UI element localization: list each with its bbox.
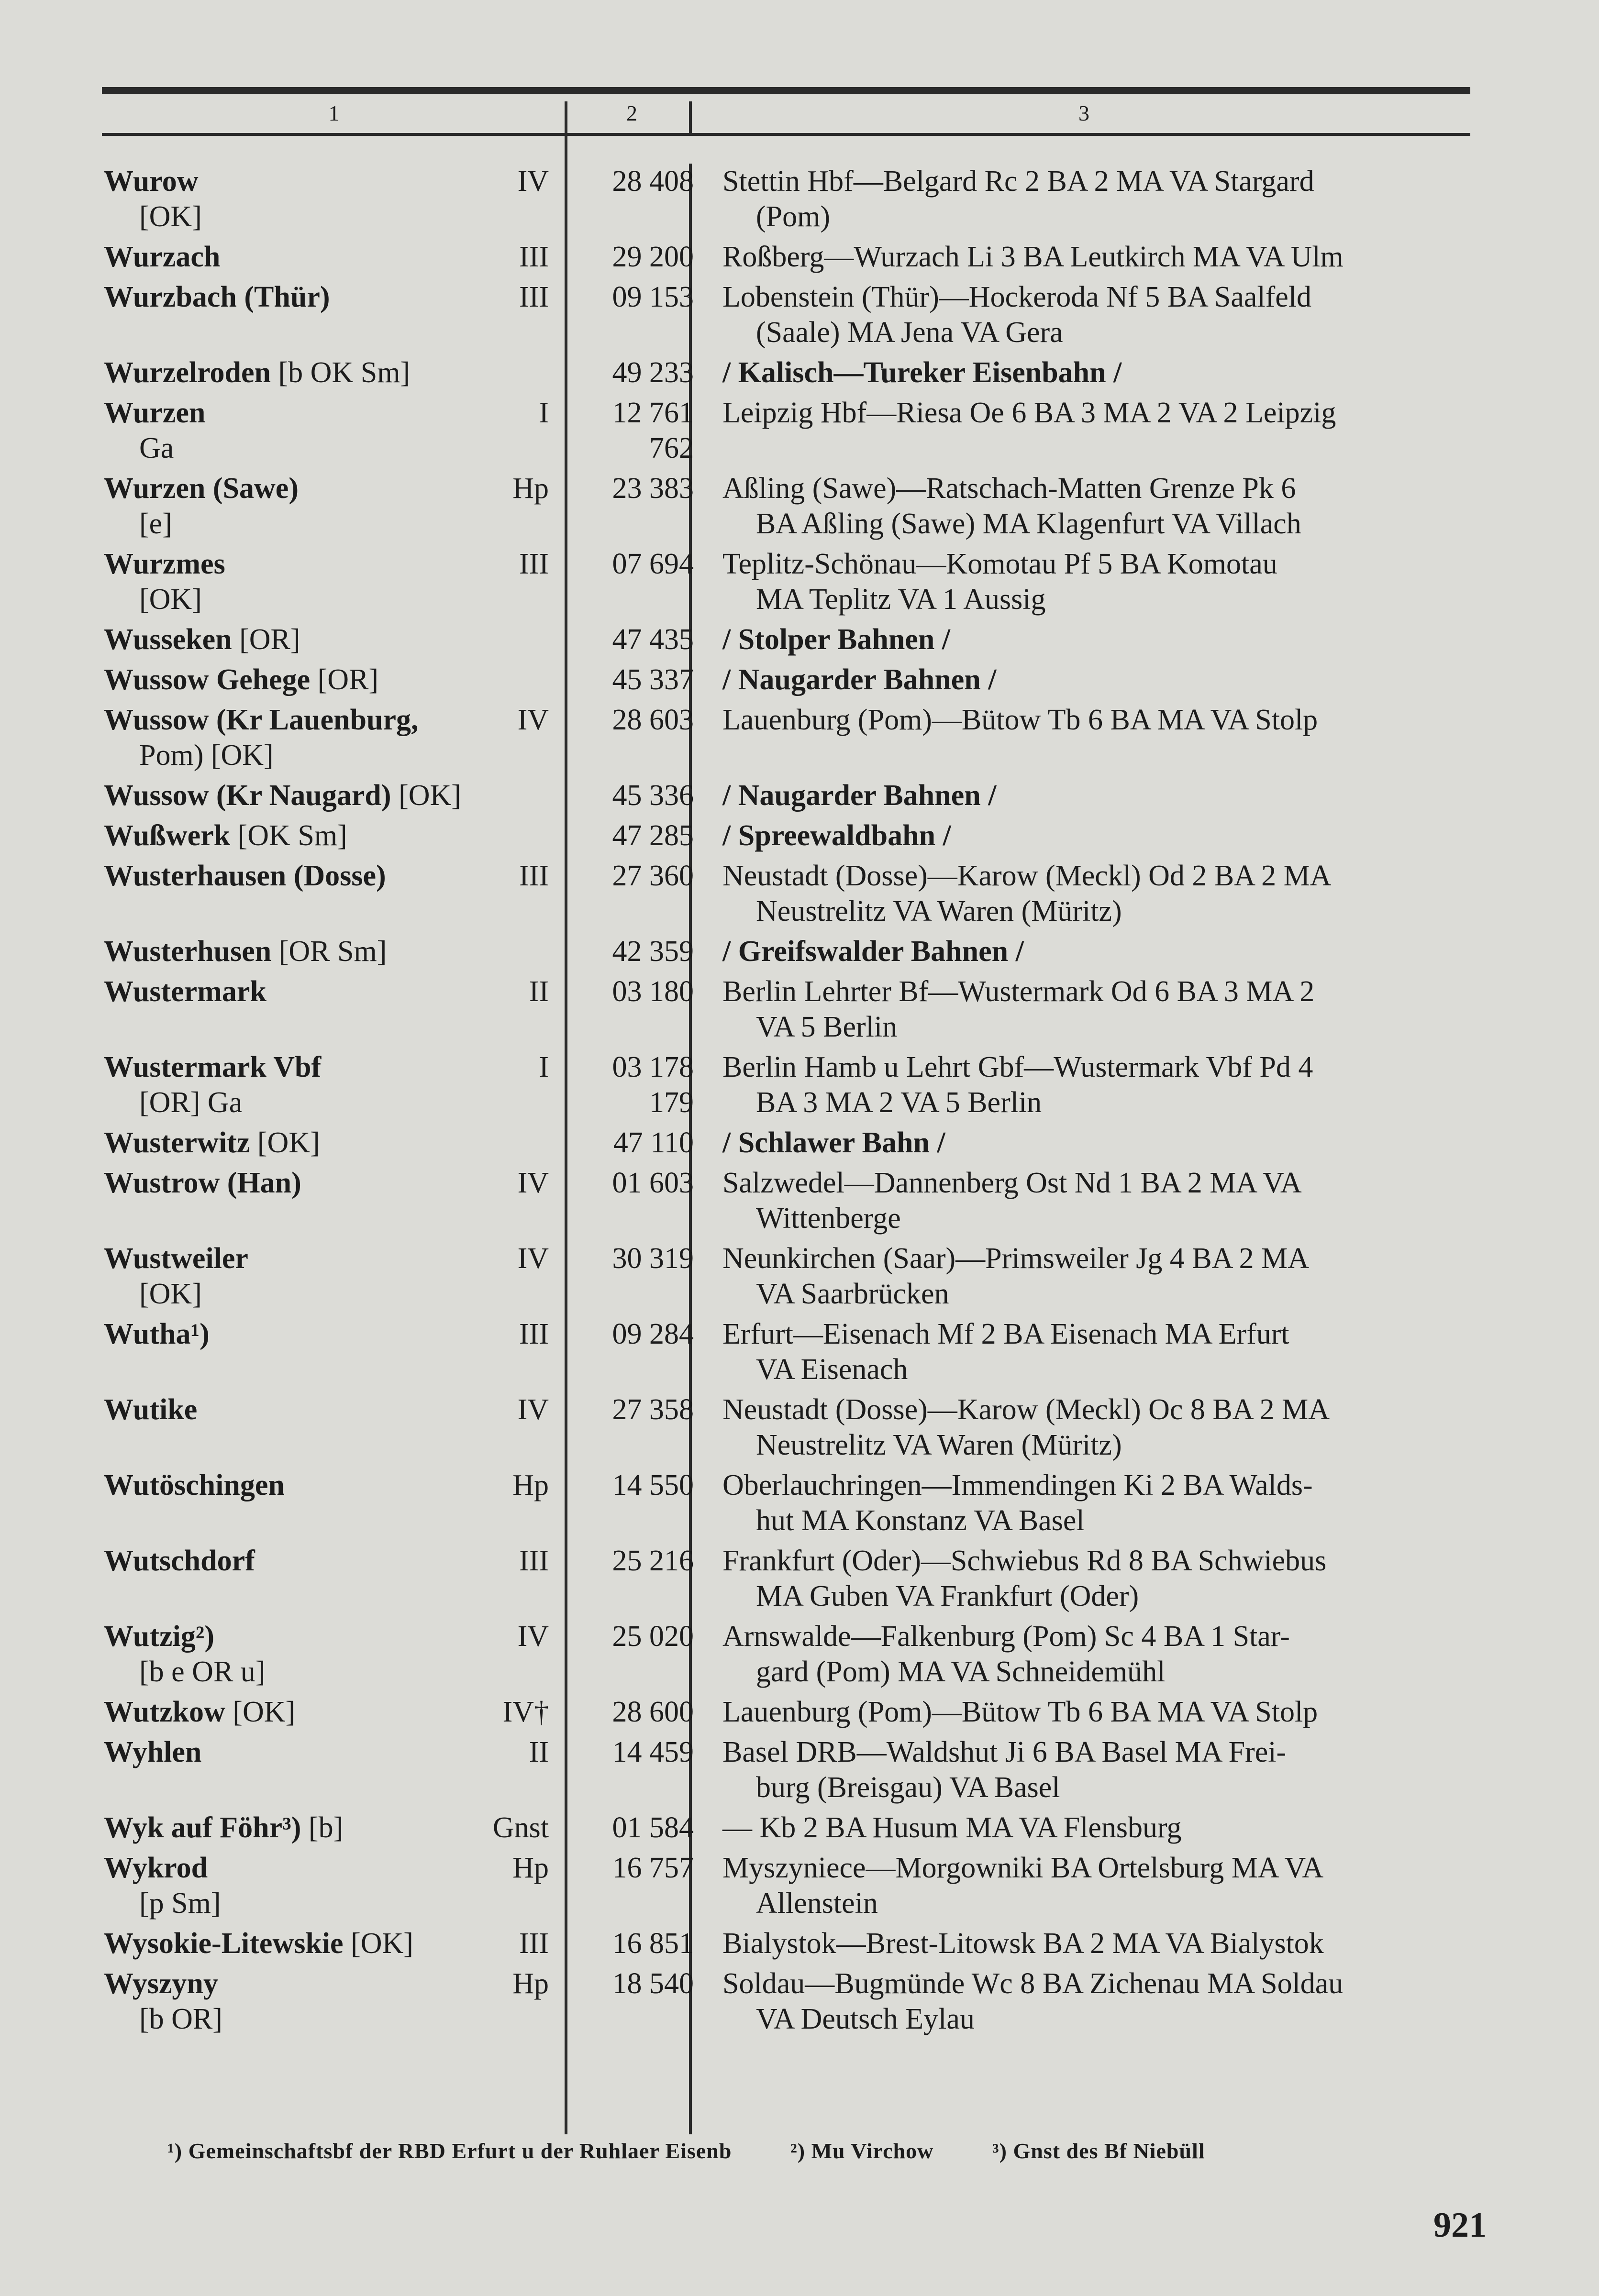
station-number-cell — [566, 279, 698, 350]
station-number: 45 336 — [612, 779, 694, 812]
timetable-frame — [102, 87, 1470, 2134]
route-cell — [698, 1966, 1470, 2037]
station-name: Wurzen (Sawe) — [104, 472, 299, 505]
table-row — [102, 1392, 1470, 1463]
route-cell — [698, 858, 1470, 929]
route-line: / Naugarder Bahnen / — [722, 663, 997, 696]
route-cell — [698, 778, 1470, 813]
table-row — [102, 471, 1470, 541]
station-number: 28 603 — [612, 704, 694, 736]
station-name: Wyk auf Föhr³) — [104, 1811, 301, 1844]
table-row — [102, 622, 1470, 657]
route-line: Frankfurt (Oder)—Schwiebus Rd 8 BA Schwiebus — [722, 1545, 1327, 1577]
station-name: Wutha¹) — [104, 1318, 210, 1350]
station-code: [b OK Sm] — [271, 356, 411, 389]
station-class: IV† — [502, 1696, 549, 1728]
table-row — [102, 1966, 1470, 2037]
station-cell — [102, 546, 566, 617]
route-cell — [698, 355, 1470, 390]
table-row — [102, 239, 1470, 275]
station-number: 762 — [649, 432, 694, 464]
station-cell — [102, 239, 566, 275]
table-row — [102, 1468, 1470, 1538]
route-line: VA 5 Berlin — [756, 1011, 898, 1043]
station-number-cell — [566, 1125, 698, 1160]
route-cell — [698, 164, 1470, 234]
station-cell — [102, 1165, 566, 1236]
table-row — [102, 974, 1470, 1045]
station-name: Wurow — [104, 165, 199, 198]
route-cell — [698, 818, 1470, 853]
top-rule — [102, 87, 1470, 94]
route-cell — [698, 1619, 1470, 1689]
station-class: III — [519, 1318, 549, 1350]
route-line: BA 3 MA 2 VA 5 Berlin — [756, 1086, 1042, 1119]
station-number-cell — [566, 1694, 698, 1730]
route-line: / Stolper Bahnen / — [722, 623, 951, 656]
route-cell — [698, 1049, 1470, 1120]
route-line: / Kalisch—Tureker Eisenbahn / — [722, 356, 1122, 389]
route-line: MA Teplitz VA 1 Aussig — [756, 583, 1046, 616]
route-cell — [698, 1392, 1470, 1463]
station-code: [OR Sm] — [271, 935, 387, 968]
route-line: Roßberg—Wurzach Li 3 BA Leutkirch MA VA Ulm — [722, 241, 1344, 273]
route-line: Salzwedel—Dannenberg Ost Nd 1 BA 2 MA VA — [722, 1167, 1302, 1199]
route-line: Neustadt (Dosse)—Karow (Meckl) Oc 8 BA 2 MA — [722, 1393, 1330, 1426]
route-line: Neustrelitz VA Waren (Müritz) — [756, 1429, 1122, 1461]
station-cell — [102, 1810, 566, 1845]
route-line: Leipzig Hbf—Riesa Oe 6 BA 3 MA 2 VA 2 Leipzig — [722, 397, 1336, 429]
route-cell — [698, 1543, 1470, 1614]
station-class: IV — [517, 165, 549, 198]
station-class: IV — [517, 1393, 549, 1426]
station-cell — [102, 1926, 566, 1961]
route-cell — [698, 1165, 1470, 1236]
table-row — [102, 546, 1470, 617]
station-number-cell — [566, 164, 698, 234]
station-name: Wustermark Vbf — [104, 1051, 322, 1083]
footnote-1: ¹) Gemeinschaftsbf der RBD Erfurt u der Ruhlaer Eisenb — [167, 2139, 732, 2163]
station-cell — [102, 622, 566, 657]
route-cell — [698, 1734, 1470, 1805]
station-subline: [p Sm] — [139, 1887, 221, 1920]
station-name: Wurzbach (Thür) — [104, 281, 330, 313]
table-row — [102, 1694, 1470, 1730]
station-number: 42 359 — [612, 935, 694, 968]
station-number: 23 383 — [612, 472, 694, 505]
column-divider-2-header — [689, 101, 692, 133]
station-number-cell — [566, 1468, 698, 1538]
station-subline: [OK] — [139, 200, 202, 233]
station-number: 49 233 — [612, 356, 694, 389]
station-number: 47 435 — [612, 623, 694, 656]
station-cell — [102, 1850, 566, 1921]
route-line: burg (Breisgau) VA Basel — [756, 1771, 1060, 1804]
table-row — [102, 858, 1470, 929]
station-class: IV — [517, 1620, 549, 1653]
route-line: / Greifswalder Bahnen / — [722, 935, 1024, 968]
table-row — [102, 1734, 1470, 1805]
station-number: 01 603 — [612, 1167, 694, 1199]
station-name: Wysokie-Litewskie — [104, 1927, 344, 1960]
station-name: Wutzkow — [104, 1696, 225, 1728]
column-header-3: 3 — [1078, 101, 1089, 125]
table-row — [102, 355, 1470, 390]
station-number-cell — [566, 1165, 698, 1236]
route-line: Bialystok—Brest-Litowsk BA 2 MA VA Bialystok — [722, 1927, 1324, 1960]
station-code: [OK] — [225, 1696, 296, 1728]
table-row — [102, 1850, 1470, 1921]
station-subline: [e] — [139, 508, 172, 540]
station-number: 03 178 — [612, 1051, 694, 1083]
station-class: Hp — [512, 1469, 549, 1501]
station-cell — [102, 1316, 566, 1387]
route-cell — [698, 1850, 1470, 1921]
station-cell — [102, 818, 566, 853]
station-code: [OK] — [250, 1126, 320, 1159]
station-code: [OR] — [310, 663, 379, 696]
footnotes — [167, 2138, 1258, 2164]
station-number: 09 284 — [612, 1318, 694, 1350]
station-number-cell — [566, 1926, 698, 1961]
table-row — [102, 778, 1470, 813]
station-cell — [102, 778, 566, 813]
station-subline: [OK] — [139, 583, 202, 616]
station-number-cell — [566, 1619, 698, 1689]
table-row — [102, 934, 1470, 969]
station-number-cell — [566, 1850, 698, 1921]
station-cell — [102, 934, 566, 969]
station-cell — [102, 1125, 566, 1160]
column-header-2: 2 — [626, 101, 637, 125]
station-subline: Ga — [139, 432, 174, 464]
station-number-cell — [566, 1966, 698, 2037]
route-cell — [698, 279, 1470, 350]
route-cell — [698, 546, 1470, 617]
station-number: 25 216 — [612, 1545, 694, 1577]
station-class: II — [529, 975, 549, 1008]
station-number-cell — [566, 934, 698, 969]
station-name: Wutike — [104, 1393, 198, 1426]
station-subline: [OK] — [139, 1278, 202, 1310]
station-name: Wussow (Kr Naugard) — [104, 779, 391, 812]
route-line: MA Guben VA Frankfurt (Oder) — [756, 1580, 1139, 1612]
header-rule — [102, 133, 1470, 136]
route-line: Teplitz-Schönau—Komotau Pf 5 BA Komotau — [722, 548, 1277, 580]
route-cell — [698, 622, 1470, 657]
station-code: [b] — [301, 1811, 344, 1844]
table-row — [102, 1049, 1470, 1120]
station-number-cell — [566, 778, 698, 813]
route-line: Neustrelitz VA Waren (Müritz) — [756, 895, 1122, 927]
station-code: [OK] — [343, 1927, 413, 1960]
station-number-cell — [566, 974, 698, 1045]
station-number: 28 408 — [612, 165, 694, 198]
station-class: II — [529, 1736, 549, 1768]
route-line: Berlin Lehrter Bf—Wustermark Od 6 BA 3 MA 2 — [722, 975, 1315, 1008]
station-cell — [102, 279, 566, 350]
route-line: (Pom) — [756, 200, 830, 233]
route-line: Berlin Hamb u Lehrt Gbf—Wustermark Vbf Pd 4 — [722, 1051, 1313, 1083]
route-cell — [698, 1926, 1470, 1961]
station-code: [OR] — [232, 623, 300, 656]
station-class: III — [519, 281, 549, 313]
station-class: IV — [517, 1167, 549, 1199]
table-row — [102, 279, 1470, 350]
station-name: Wurzelroden — [104, 356, 271, 389]
station-number-cell — [566, 702, 698, 773]
station-number-cell — [566, 1392, 698, 1463]
station-cell — [102, 974, 566, 1045]
station-number: 27 360 — [612, 860, 694, 892]
table-row — [102, 662, 1470, 697]
station-class: IV — [517, 704, 549, 736]
station-number: 09 153 — [612, 281, 694, 313]
station-cell — [102, 1966, 566, 2037]
station-cell — [102, 1619, 566, 1689]
station-cell — [102, 1734, 566, 1805]
station-name: Wustermark — [104, 975, 266, 1008]
station-number: 16 851 — [612, 1927, 694, 1960]
station-number-cell — [566, 1543, 698, 1614]
station-number: 29 200 — [612, 241, 694, 273]
station-name: Wutzig²) — [104, 1620, 214, 1653]
route-cell — [698, 471, 1470, 541]
station-name: Wustrow (Han) — [104, 1167, 301, 1199]
route-line: BA Aßling (Sawe) MA Klagenfurt VA Villach — [756, 508, 1301, 540]
station-number-cell — [566, 622, 698, 657]
station-subline: [b OR] — [139, 2003, 222, 2035]
route-line: / Schlawer Bahn / — [722, 1126, 945, 1159]
route-cell — [698, 702, 1470, 773]
route-cell — [698, 1810, 1470, 1845]
route-line: Lobenstein (Thür)—Hockeroda Nf 5 BA Saalfeld — [722, 281, 1312, 313]
station-number: 47 285 — [612, 819, 694, 852]
station-number-cell — [566, 355, 698, 390]
station-number-cell — [566, 471, 698, 541]
table-row — [102, 1165, 1470, 1236]
station-number: 25 020 — [612, 1620, 694, 1653]
station-list — [102, 164, 1470, 2042]
route-line: Erfurt—Eisenach Mf 2 BA Eisenach MA Erfurt — [722, 1318, 1289, 1350]
station-number-cell — [566, 395, 698, 466]
route-line: VA Saarbrücken — [756, 1278, 949, 1310]
station-number: 07 694 — [612, 548, 694, 580]
station-cell — [102, 355, 566, 390]
table-row — [102, 702, 1470, 773]
station-code: [OK Sm] — [230, 819, 347, 852]
route-cell — [698, 1241, 1470, 1312]
station-number-cell — [566, 1810, 698, 1845]
station-number-cell — [566, 818, 698, 853]
page-number: 921 — [1433, 2206, 1487, 2245]
station-class: III — [519, 860, 549, 892]
route-line: Neunkirchen (Saar)—Primsweiler Jg 4 BA 2 MA — [722, 1242, 1310, 1275]
route-line: (Saale) MA Jena VA Gera — [756, 316, 1063, 349]
station-number: 30 319 — [612, 1242, 694, 1275]
station-cell — [102, 471, 566, 541]
route-line: Allenstein — [756, 1887, 878, 1920]
station-name: Wussow (Kr Lauenburg, — [104, 704, 419, 736]
station-cell — [102, 1049, 566, 1120]
station-name: Wyszyny — [104, 1967, 218, 2000]
station-cell — [102, 1392, 566, 1463]
station-number: 14 550 — [612, 1469, 694, 1501]
station-number-cell — [566, 1049, 698, 1120]
route-line: Soldau—Bugmünde Wc 8 BA Zichenau MA Soldau — [722, 1967, 1344, 2000]
station-name: Wusterhausen (Dosse) — [104, 860, 386, 892]
station-code: [OK] — [391, 779, 461, 812]
route-line: Basel DRB—Waldshut Ji 6 BA Basel MA Frei- — [722, 1736, 1287, 1768]
route-cell — [698, 974, 1470, 1045]
station-name: Wyhlen — [104, 1736, 202, 1768]
station-number: 47 110 — [613, 1126, 694, 1159]
station-name: Wussow Gehege — [104, 663, 311, 696]
route-line: hut MA Konstanz VA Basel — [756, 1504, 1085, 1537]
table-row — [102, 1316, 1470, 1387]
route-line: VA Eisenach — [756, 1353, 908, 1386]
station-class: III — [519, 1927, 549, 1960]
station-class: III — [519, 1545, 549, 1577]
station-class: III — [519, 241, 549, 273]
route-cell — [698, 662, 1470, 697]
table-row — [102, 164, 1470, 234]
station-name: Wurzen — [104, 397, 206, 429]
route-line: / Spreewaldbahn / — [722, 819, 951, 852]
station-number: 12 761 — [612, 397, 694, 429]
station-class: I — [539, 397, 549, 429]
route-line: Lauenburg (Pom)—Bütow Tb 6 BA MA VA Stolp — [722, 704, 1318, 736]
station-number: 14 459 — [612, 1736, 694, 1768]
table-row — [102, 1125, 1470, 1160]
route-line: gard (Pom) MA VA Schneidemühl — [756, 1656, 1166, 1688]
route-line: — Kb 2 BA Husum MA VA Flensburg — [722, 1811, 1182, 1844]
station-class: I — [539, 1051, 549, 1083]
station-class: III — [519, 548, 549, 580]
route-line: Stettin Hbf—Belgard Rc 2 BA 2 MA VA Stargard — [722, 165, 1314, 198]
route-line: Myszyniece—Morgowniki BA Ortelsburg MA VA — [722, 1852, 1324, 1884]
table-row — [102, 1543, 1470, 1614]
station-cell — [102, 1694, 566, 1730]
station-number-cell — [566, 662, 698, 697]
table-row — [102, 1926, 1470, 1961]
station-number-cell — [566, 1734, 698, 1805]
station-name: Wurzach — [104, 241, 221, 273]
station-name: Wutöschingen — [104, 1469, 285, 1501]
station-subline: [b e OR u] — [139, 1656, 266, 1688]
station-number: 28 600 — [612, 1696, 694, 1728]
station-number-cell — [566, 239, 698, 275]
table-row — [102, 818, 1470, 853]
route-line: Neustadt (Dosse)—Karow (Meckl) Od 2 BA 2 MA — [722, 860, 1332, 892]
station-cell — [102, 1241, 566, 1312]
station-number: 01 584 — [612, 1811, 694, 1844]
station-cell — [102, 395, 566, 466]
station-cell — [102, 164, 566, 234]
station-name: Wusterwitz — [104, 1126, 250, 1159]
table-row — [102, 395, 1470, 466]
route-cell — [698, 1125, 1470, 1160]
station-cell — [102, 702, 566, 773]
station-name: Wutschdorf — [104, 1545, 255, 1577]
station-class: Hp — [512, 1967, 549, 2000]
route-cell — [698, 239, 1470, 275]
station-number-cell — [566, 546, 698, 617]
route-cell — [698, 1316, 1470, 1387]
route-line: Wittenberge — [756, 1202, 901, 1235]
route-line: Arnswalde—Falkenburg (Pom) Sc 4 BA 1 Star- — [722, 1620, 1290, 1653]
route-line: Oberlauchringen—Immendingen Ki 2 BA Walds- — [722, 1469, 1313, 1501]
station-number: 45 337 — [612, 663, 694, 696]
station-number: 27 358 — [612, 1393, 694, 1426]
route-cell — [698, 1468, 1470, 1538]
table-row — [102, 1810, 1470, 1845]
table-row — [102, 1241, 1470, 1312]
station-class: Hp — [512, 1852, 549, 1884]
station-number: 16 757 — [612, 1852, 694, 1884]
station-name: Wurzmes — [104, 548, 225, 580]
station-name: Wusterhusen — [104, 935, 272, 968]
station-number-cell — [566, 858, 698, 929]
station-name: Wusseken — [104, 623, 232, 656]
route-line: / Naugarder Bahnen / — [722, 779, 997, 812]
station-class: IV — [517, 1242, 549, 1275]
route-line: VA Deutsch Eylau — [756, 2003, 975, 2035]
station-class: Hp — [512, 472, 549, 505]
station-class: Gnst — [492, 1811, 549, 1844]
column-header-1: 1 — [328, 101, 340, 125]
station-subline: Pom) [OK] — [139, 739, 274, 772]
table-row — [102, 1619, 1470, 1689]
station-cell — [102, 662, 566, 697]
station-number: 179 — [649, 1086, 694, 1119]
station-name: Wustweiler — [104, 1242, 248, 1275]
station-name: Wykrod — [104, 1852, 208, 1884]
footnote-3: ³) Gnst des Bf Niebüll — [992, 2139, 1205, 2163]
station-number-cell — [566, 1316, 698, 1387]
station-cell — [102, 858, 566, 929]
station-number: 03 180 — [612, 975, 694, 1008]
route-cell — [698, 934, 1470, 969]
route-line: Aßling (Sawe)—Ratschach-Matten Grenze Pk 6 — [722, 472, 1296, 505]
station-cell — [102, 1543, 566, 1614]
station-number: 18 540 — [612, 1967, 694, 2000]
station-subline: [OR] Ga — [139, 1086, 243, 1119]
route-cell — [698, 395, 1470, 466]
route-cell — [698, 1694, 1470, 1730]
footnote-2: ²) Mu Virchow — [790, 2139, 934, 2163]
route-line: Lauenburg (Pom)—Bütow Tb 6 BA MA VA Stolp — [722, 1696, 1318, 1728]
station-cell — [102, 1468, 566, 1538]
station-name: Wußwerk — [104, 819, 231, 852]
station-number-cell — [566, 1241, 698, 1312]
